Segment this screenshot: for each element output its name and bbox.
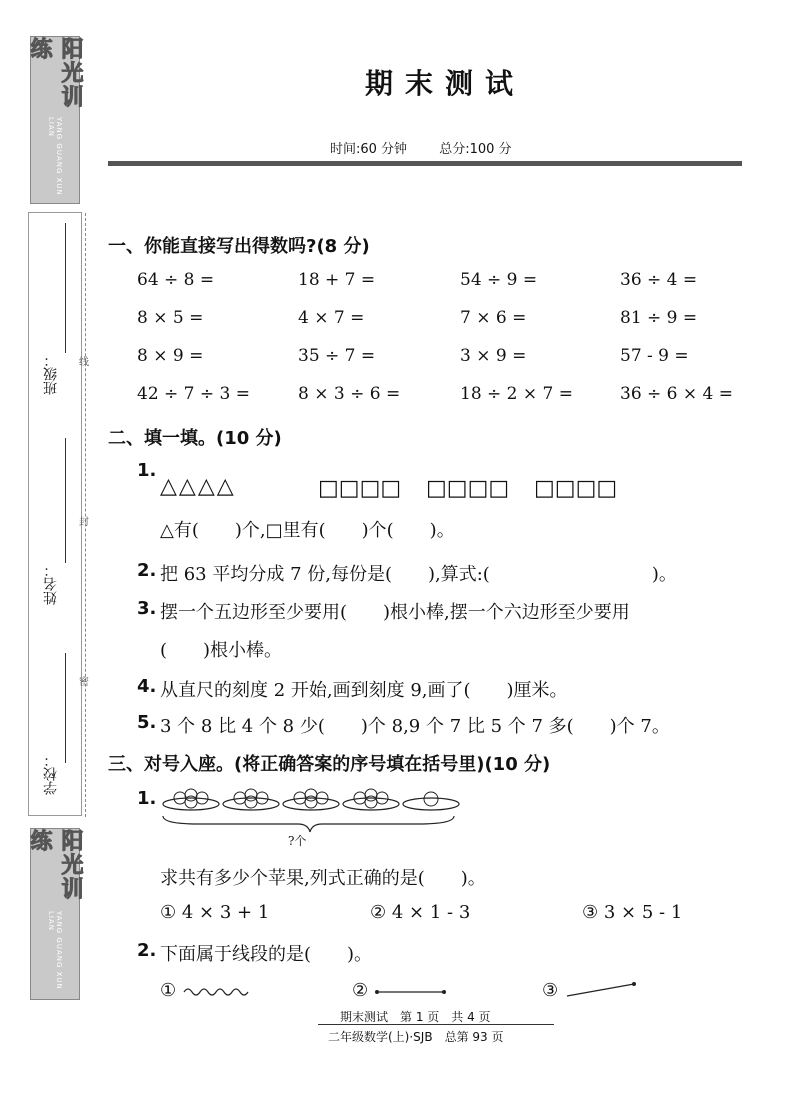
name-label: 姓名：: [43, 563, 59, 605]
class-write-line[interactable]: [65, 223, 66, 353]
calc-2-1: 8 × 5 =: [137, 308, 204, 328]
q3-1-number: 1.: [137, 788, 157, 809]
calc-1-2: 18 + 7 =: [298, 270, 376, 290]
calc-4-1: 42 ÷ 7 ÷ 3 =: [137, 384, 251, 404]
name-write-line[interactable]: [65, 438, 66, 563]
q2-2-text: 把 63 平均分成 7 份,每份是( ),算式:( )。: [160, 564, 677, 585]
calc-1-3: 54 ÷ 9 =: [460, 270, 538, 290]
q3-2-number: 2.: [137, 940, 157, 961]
calc-4-4: 36 ÷ 6 × 4 =: [620, 384, 734, 404]
q2-1-number: 1.: [137, 460, 157, 481]
apple-plate-5: [403, 792, 459, 810]
calc-2-4: 81 ÷ 9 =: [620, 308, 698, 328]
q3-1-option-3: ③ 3 × 5 - 1: [582, 902, 683, 923]
footer-book-info: 二年级数学(上)·SJB 总第 93 页: [328, 1030, 504, 1044]
class-label: 班级：: [43, 353, 59, 395]
header-rule: [108, 161, 742, 166]
q3-1-option-1: ① 4 × 3 + 1: [160, 902, 270, 923]
section-3-heading: 三、对号入座。(将正确答案的序号填在括号里)(10 分): [108, 754, 551, 775]
brand-logo-text: 阳光训练: [27, 37, 83, 109]
q2-3-text: 摆一个五边形至少要用( )根小棒,摆一个六边形至少要用: [160, 602, 630, 623]
calc-1-4: 36 ÷ 4 =: [620, 270, 698, 290]
q2-1-text: △有( )个,□里有( )个( )。: [160, 520, 455, 541]
brand-logo-subtext-2: YANG GUANG XUN LIAN: [47, 911, 63, 991]
calc-3-4: 57 - 9 =: [620, 346, 689, 366]
cut-mark-1: 线: [79, 357, 89, 368]
q3-1-question: 求共有多少个苹果,列式正确的是( )。: [160, 868, 486, 889]
q2-5-text: 3 个 8 比 4 个 8 少( )个 8,9 个 7 比 5 个 7 多( )个 7。: [160, 716, 670, 737]
q2-5-number: 5.: [137, 712, 157, 733]
brand-logo-top: [27, 36, 83, 204]
section-2-heading: 二、填一填。(10 分): [108, 428, 282, 449]
q2-4-number: 4.: [137, 676, 157, 697]
wavy-line-figure: [182, 984, 252, 1000]
school-write-line[interactable]: [65, 653, 66, 763]
q2-3-number: 3.: [137, 598, 157, 619]
calc-2-3: 7 × 6 =: [460, 308, 527, 328]
total-brace: [163, 816, 454, 832]
ray-figure: [564, 978, 644, 1002]
section-1-heading: 一、你能直接写出得数吗?(8 分): [108, 236, 370, 257]
q3-2-question: 下面属于线段的是( )。: [160, 944, 373, 965]
page-title: 期末测试: [365, 67, 526, 100]
squares-group-2: □□□□: [426, 476, 510, 501]
q2-3-text-cont: ( )根小棒。: [160, 640, 283, 661]
exam-info: [330, 138, 540, 157]
line-segment-figure: [372, 984, 452, 1000]
triangles-figure: △△△△: [160, 474, 236, 499]
apple-plates-figure: [158, 782, 468, 842]
apple-plate-1: [163, 789, 219, 810]
calc-4-2: 8 × 3 ÷ 6 =: [298, 384, 401, 404]
calc-3-1: 8 × 9 =: [137, 346, 204, 366]
q3-2-option-2-label: ②: [352, 980, 369, 1001]
calc-2-2: 4 × 7 =: [298, 308, 365, 328]
school-label: 学校：: [43, 753, 59, 795]
brand-logo-subtext: YANG GUANG XUN LIAN: [47, 117, 63, 197]
cut-mark-3: 密: [79, 677, 89, 688]
apple-plate-3: [283, 789, 339, 810]
q3-1-option-2: ② 4 × 1 - 3: [370, 902, 471, 923]
calc-4-3: 18 ÷ 2 × 7 =: [460, 384, 574, 404]
cut-mark-2: 封: [79, 517, 89, 528]
calc-1-1: 64 ÷ 8 =: [137, 270, 215, 290]
brand-logo-bottom: [27, 828, 83, 1000]
q2-4-text: 从直尺的刻度 2 开始,画到刻度 9,画了( )厘米。: [160, 680, 568, 701]
footer-page-info: 期末测试 第 1 页 共 4 页: [340, 1010, 491, 1024]
total-score: 总分:100 分: [439, 142, 512, 157]
brace-label: ?个: [288, 834, 307, 848]
calc-3-2: 35 ÷ 7 =: [298, 346, 376, 366]
calc-3-3: 3 × 9 =: [460, 346, 527, 366]
squares-group-3: □□□□: [534, 476, 618, 501]
time-limit: 时间:60 分钟: [330, 142, 408, 157]
q3-2-option-3-label: ③: [542, 980, 559, 1001]
q3-2-option-1-label: ①: [160, 980, 177, 1001]
brand-logo-text-2: 阳光训练: [27, 829, 83, 901]
binding-strip: [28, 212, 89, 816]
apple-plate-4: [343, 789, 399, 810]
apple-plate-2: [223, 789, 279, 810]
squares-group-1: □□□□: [318, 476, 402, 501]
q2-2-number: 2.: [137, 560, 157, 581]
